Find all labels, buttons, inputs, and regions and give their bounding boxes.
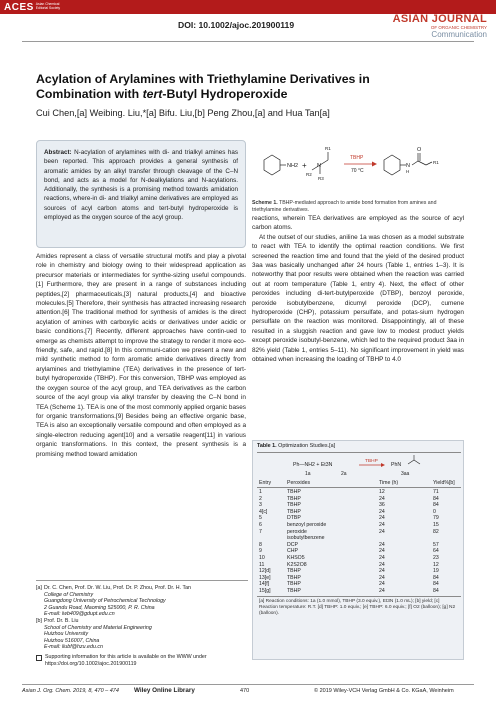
aces-logo-subtitle: Asian Chemical Editorial Society: [35, 2, 61, 10]
table-cell-peroxide: TBHP: [287, 581, 301, 588]
table-row: [259, 542, 459, 548]
footer-citation: Asian J. Org. Chem. 2019, 8, 470 – 474: [22, 688, 119, 694]
table-cell-peroxide: peroxide: [287, 528, 307, 535]
table-cell-peroxide: TBHP: [287, 568, 301, 575]
table-scheme-arrowhead: [381, 463, 385, 467]
table-cell-peroxide: benzoyl peroxide: [287, 522, 327, 528]
table-cell-entry: 5: [259, 515, 262, 522]
table-row: [259, 562, 459, 568]
affiliation-b-inst3: Huizhou 516007, China: [44, 637, 100, 644]
table-cell-time: 24: [379, 515, 385, 522]
table-cell-peroxide: TBHP: [287, 495, 301, 502]
author-list: Cui Chen,[a] Weibing. Liu,*[a] Bifu. Liu,[b] Peng Zhou,[a] and Hua Tan[a]: [36, 108, 330, 118]
table-cell-time: 24: [379, 508, 385, 515]
table-cell-yield: 84: [433, 495, 439, 502]
affiliation-a-names: Dr. C. Chen, Prof. Dr. W. Liu, Prof. Dr. P. Zhou, Prof. Dr. H. Tan: [44, 585, 191, 591]
affiliation-b-names: Prof. Dr. B. Liu: [44, 617, 79, 624]
table-cell-yield: 57: [433, 541, 439, 548]
scheme-1-caption-label: Scheme 1.: [252, 200, 278, 206]
table-row: [259, 548, 459, 554]
table-row: [259, 568, 459, 574]
table-cell-entry: 4[c]: [259, 508, 268, 515]
title-line-2: [36, 87, 456, 102]
table-cell-entry: 3: [259, 502, 262, 509]
affiliations: [36, 585, 248, 667]
abstract-body: N-acylation of arylamines with di- and trialkyl amines has been reported. This approach provides a general synthesis of aromatic amides by an alkyl transfer through cleavage of the C–N bond, and acts as a model for N-dealkylations and N-acylations. Additionally, the synthesis is a promising method towards amidation reactions, where-in di- and trialkyl amine derivatives are employed as sources of acyl carbon atoms and tert-butyl hydroperoxide is employed as the oxygen source of the acyl group.: [44, 149, 238, 222]
table-cell-yield: 82: [433, 528, 439, 535]
scheme-r1-label: R1: [325, 146, 331, 151]
table-label-3aa: 3aa: [401, 471, 410, 477]
title-line-2-prefix: Combination with: [36, 86, 143, 101]
article-type: Communication: [431, 30, 487, 39]
scheme-1-caption-text: TBHP-mediated approach to amide bond formation from amines and triethylamine derivatives.: [252, 200, 437, 213]
table-cell-entry: 7: [259, 528, 262, 535]
table-cell-time: 12: [379, 489, 385, 495]
table-row: [259, 496, 459, 502]
table-cell-time: 24: [379, 568, 385, 575]
table-cell-entry: 9: [259, 548, 262, 555]
scheme-nh2-label: NH2: [287, 163, 299, 169]
table-row: [259, 575, 459, 581]
table-cell-time: 24: [379, 495, 385, 502]
affiliation-a-inst2: Guangdong University of Petrochemical Technology: [44, 598, 166, 605]
table-cell-yield: 84: [433, 502, 439, 509]
abstract-box: [36, 140, 246, 248]
body-left-column: [36, 252, 246, 459]
table-cell-yield: 19: [433, 568, 439, 575]
scheme-reagent-bottom: 70 °C: [351, 168, 364, 174]
table-scheme-reagent: TBHP: [365, 459, 378, 464]
table-cell-peroxide: DCP: [287, 541, 298, 548]
table-scheme-acetyl: [408, 455, 420, 464]
table-1-reaction-scheme: [253, 453, 465, 479]
table-cell-entry: 12[d]: [259, 568, 271, 575]
table-cell-yield: 64: [433, 548, 439, 555]
table-cell-time: 24: [379, 528, 385, 535]
affiliation-b-key: [b]: [36, 617, 42, 624]
title-line-1: Acylation of Arylamines with Triethylamine Derivatives in: [36, 72, 370, 86]
table-cell-yield: 71: [433, 489, 439, 495]
table-cell-entry: 2: [259, 495, 262, 502]
table-header-time: Time (h): [379, 480, 399, 486]
title-line-2-suffix: -Butyl Hydroperoxide: [162, 86, 288, 101]
footer-divider: [22, 684, 474, 685]
table-bottom-rule: [257, 596, 461, 597]
scheme-r3-label: R3: [318, 176, 324, 181]
affiliation-a: [36, 585, 248, 618]
table-cell-yield: 15: [433, 522, 439, 528]
body-right-column: [252, 214, 464, 365]
table-cell-yield: 0: [433, 508, 436, 515]
supporting-info-text[interactable]: Supporting information for this article is available on the WWW under https://doi.org/10.1002/ajoc.201900119: [45, 653, 207, 667]
scheme-product-r1-label: R1: [433, 160, 439, 165]
table-1: [252, 440, 464, 660]
scheme-n-label: N: [317, 163, 321, 169]
scheme-reagent-top: TBHP: [350, 155, 364, 161]
table-row: [259, 535, 459, 541]
table-row: [259, 555, 459, 561]
scheme-product-n-label: N: [406, 163, 410, 169]
scheme-1-figure: [250, 140, 462, 198]
scheme-r2-label: R2: [306, 172, 312, 177]
table-cell-peroxide: DTBP: [287, 515, 301, 522]
supporting-info: [36, 654, 248, 667]
body-right-paragraph-2: At the outset of our studies, aniline 1a was chosen as a model substrate to react with TEA to identify the optimal reaction conditions. We first screened the reaction time and found that the yield of the desired product 3aa was basically unchanged after 24 hours (Table 1, entries 1–3). It is noteworthy that poor results were obtained when the reaction was carried out at room temperature (Table 1, entry 4). Next, the effect of other peroxides including di-tert-butylperoxide (DTBP), benzoyl peroxide, peroxide isobutylbenzene, dicumyl peroxide (DCP), cumene hydroperoxide (CHP), potassium persulfate, and potas-sium hydrogen persulfate on the reaction was monitored. Disappointingly, all of these resulted in a sluggish reaction and gave low to modest product yields except peroxide isobutyl-benzene, which led to the required product 3aa in 82% yield (Table 1, entries 5–11). No significant improvement in yield was obtained when increasing the loading of TBHP to 4.0: [252, 233, 464, 364]
table-cell-peroxide: TBHP: [287, 574, 301, 581]
header-bar: [0, 0, 496, 14]
table-cell-entry: 8: [259, 541, 262, 548]
table-cell-yield: 84: [433, 574, 439, 581]
body-left-paragraph-1: Amides represent a class of versatile structural motifs and play a pivotal role in chemistry and biology owing to their widespread application as precursor materials or intermediates for synthe-sizing useful compounds.[1] Furthermore, they are present in a range of substances including peptides,[2] pharmaceuticals,[3] natural products,[4] and bioactive molecules.[5] Therefore, their synthesis has attracted increasing research attention.[6] The traditional method for synthesis of amides is the direct acylation of amines with carboxylic acids or derivatives under acidic or basic conditions.[7] Recently, different approaches have contin-ued to emerge as chemists attempt to improve the strategy to render it more eco-friendly, safe, and rapid.[8] In this communi-cation we present a new and mild synthetic method to form aromatic amide derivatives directly from arylamines and triethylamine (TEA) derivatives in the presence of tert-butyl hydroperoxide (TBHP). For this conversion, TBHP was employed as the oxygen source of the acyl group, and TEA derivatives as the carbon source of the acyl group via alkyl transfer by cleaving the C–N bond in TEA (Scheme 1). TEA is one of the most commonly applied organic bases for organic transformations.[9] Besides being an effective organic base, TEA is also an exceptionally versatile compound and often employed as a single-electron reducing agent[10] and a versatile reagent[11] in various organic transformations. In this context, the present synthesis is a promising method toward amidation: [36, 253, 246, 458]
table-1-footnote: [a] Reaction conditions: 1a (1.0 mmol), TBHP (3.0 equiv.), Et3N (1.0 mL); [b] yield; [c] Reaction temperature: R.T. [d] TBHP: 1.0 equiv.; [e] TBHP: 6.0 equiv.; [f] O2 (balloon); [g] N2 (balloon).: [259, 599, 456, 616]
table-row: [259, 489, 459, 495]
table-row: [259, 509, 459, 515]
affiliation-a-inst3: 2 Guandu Road, Maoming 525000, P. R. China: [44, 604, 155, 611]
article-title: [36, 72, 456, 101]
aces-logo: [4, 1, 66, 13]
journal-name: ASIAN JOURNAL: [392, 13, 487, 25]
table-cell-time: 24: [379, 574, 385, 581]
table-cell-entry: 1: [259, 489, 262, 495]
scheme-1-caption: [252, 200, 462, 213]
table-cell-peroxide: TBHP: [287, 502, 301, 509]
table-header-rule: [257, 487, 461, 488]
table-cell-time: 24: [379, 588, 385, 594]
table-header-yield: Yield%[b]: [433, 480, 455, 486]
aniline-structure: [264, 155, 286, 175]
table-1-title-text: Optimization Studies.[a]: [276, 443, 336, 449]
header-divider: [22, 41, 474, 42]
scheme-plus: +: [302, 161, 307, 170]
affiliation-a-inst1: College of Chemistry: [44, 591, 94, 598]
table-cell-yield: 23: [433, 555, 439, 561]
table-cell-entry: 11: [259, 561, 265, 568]
affiliations-divider: [36, 580, 248, 581]
affiliation-b-inst1: School of Chemistry and Material Engineering: [44, 624, 152, 631]
table-row: [259, 522, 459, 528]
table-cell-time: 24: [379, 581, 385, 588]
table-cell-yield: 84: [433, 588, 439, 594]
footer-page-number: 470: [240, 688, 250, 694]
table-cell-time: 24: [379, 555, 385, 561]
supporting-info-icon: [36, 655, 42, 661]
page-footer: [0, 688, 496, 698]
table-scheme-reactants: Ph—NH2 + Et3N: [293, 462, 333, 468]
table-cell-entry: 14[f]: [259, 581, 270, 588]
affiliation-a-email[interactable]: E-mail: lwb409@gdupt.edu.cn: [44, 611, 115, 618]
table-cell-peroxide: TBHP: [287, 489, 301, 495]
table-cell-yield: 84: [433, 581, 439, 588]
table-cell-peroxide: KHSO5: [287, 555, 305, 561]
table-scheme-product: PhN: [391, 462, 402, 468]
table-row: [259, 588, 459, 594]
table-cell-yield: 79: [433, 515, 439, 522]
table-cell-entry: 13[e]: [259, 574, 271, 581]
footer-copyright: © 2019 Wiley-VCH Verlag GmbH & Co. KGaA, Weinheim: [314, 688, 454, 694]
table-cell-time: 24: [379, 548, 385, 555]
table-cell-time: 24: [379, 561, 385, 568]
table-cell-entry: 6: [259, 522, 262, 528]
table-label-2a: 2a: [341, 471, 347, 477]
table-cell-time: 36: [379, 502, 385, 509]
table-cell-entry: 10: [259, 555, 265, 561]
journal-subtitle: OF ORGANIC CHEMISTRY: [430, 25, 487, 30]
table-cell-peroxide: CHP: [287, 548, 298, 555]
journal-logo: [393, 14, 487, 39]
table-cell-entry: 15[g]: [259, 588, 271, 594]
table-label-1a: 1a: [305, 471, 311, 477]
aces-logo-word: ACES: [4, 1, 34, 13]
reaction-arrow: [344, 162, 377, 167]
abstract-label: Abstract:: [44, 149, 72, 156]
table-row: [259, 502, 459, 508]
table-cell-peroxide: TBHP: [287, 508, 301, 515]
doi-link[interactable]: DOI: 10.1002/ajoc.201900119: [178, 20, 295, 30]
table-header-entry: Entry: [259, 480, 272, 486]
affiliation-a-key: [a]: [36, 585, 42, 591]
scheme-product-o-label: O: [417, 147, 422, 153]
affiliation-b-email[interactable]: E-mail: liubf@hzu.edu.cn: [44, 644, 103, 651]
table-cell-peroxide: K2S2O8: [287, 561, 307, 568]
table-cell-time: 24: [379, 541, 385, 548]
table-cell-time: 24: [379, 522, 385, 528]
table-row: [259, 529, 459, 535]
table-header-peroxides: Peroxides: [287, 480, 311, 486]
table-cell-yield: 12: [433, 561, 439, 568]
title-line-2-italic: tert: [142, 86, 163, 101]
scheme-product-h-label: H: [406, 169, 410, 174]
table-row: [259, 515, 459, 521]
abstract-text: [44, 148, 238, 222]
affiliation-b-inst2: Huizhou University: [44, 631, 89, 638]
body-right-paragraph-1: reactions, wherein TEA derivatives are employed as the source of acyl carbon atoms.: [252, 215, 464, 232]
table-cell-peroxide: TBHP: [287, 588, 301, 594]
table-cell-peroxide: isobutylbenzene: [287, 535, 325, 542]
table-1-label: Table 1.: [257, 443, 277, 449]
table-row: [259, 581, 459, 587]
affiliation-b: [36, 618, 248, 651]
footer-wiley-library[interactable]: Wiley Online Library: [134, 687, 195, 694]
table-1-title: [253, 441, 463, 452]
